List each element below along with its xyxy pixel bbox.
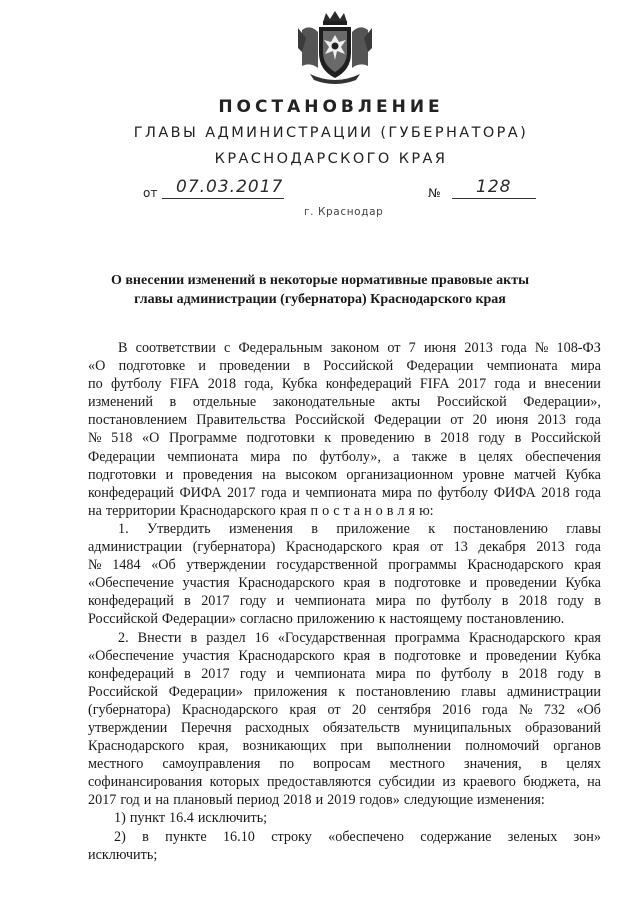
body-line: 2. Внести в раздел 16 «Государственная программа Краснодарского края <box>118 629 601 646</box>
date-value: 07.03.2017 <box>176 177 284 197</box>
subject-line-1: О внесении изменений в некоторые нормативные правовые акты <box>110 273 530 288</box>
issuer-line-1: ГЛАВЫ АДМИНИСТРАЦИИ (ГУБЕРНАТОРА) <box>133 125 529 141</box>
body-line: Краснодарского края, возникающих при выполнении полномочий органов <box>88 738 601 755</box>
issuer-line-2: КРАСНОДАРСКОГО КРАЯ <box>214 151 448 167</box>
body-line: администрации (губернатора) Краснодарского края от 13 декабря 2013 года <box>88 539 601 556</box>
body-line: № 518 «О Программе подготовки к проведению в 2018 году в Российской <box>88 430 601 447</box>
body-line: по футболу FIFA 2018 года, Кубка конфедераций FIFA 2017 года и внесении <box>88 376 601 393</box>
document-header <box>0 96 640 170</box>
body-line: конфедераций ФИФА 2017 года и чемпионата мира по футболу ФИФА 2018 года <box>88 484 601 501</box>
body-line: 2017 год и на плановый период 2018 и 2019 годов» следующие изменения: <box>88 792 545 809</box>
body-line: № 1484 «Об утверждении государственной программы Краснодарского края <box>88 557 601 574</box>
body-line: 1) пункт 16.4 исключить; <box>114 810 268 827</box>
number-underline <box>452 198 536 199</box>
body-line: «О подготовке и проведении в Российской Федерации чемпионата мира <box>88 358 601 375</box>
city-label: г. Краснодар <box>304 206 384 218</box>
subject-line-2: главы администрации (губернатора) Краснодарского края <box>134 292 506 307</box>
body-line: (губернатора) Краснодарского края от 20 сентября 2016 года № 732 «Об <box>88 701 601 718</box>
body-line: постановлением Правительства Российской Федерации от 20 июня 2013 года <box>88 412 601 429</box>
body-line: конфедераций в 2017 году и чемпионата мира по футболу в 2018 году в <box>88 665 601 682</box>
body-line: на территории Краснодарского края п о с т а н о в л я ю: <box>88 502 434 519</box>
body-line: изменений в отдельные законодательные акты Российской Федерации», <box>88 394 601 411</box>
body-line: В соответствии с Федеральным законом от 7 июня 2013 года № 108-ФЗ <box>118 340 601 356</box>
body-line: Федерации чемпионата мира по футболу», а также в целях обеспечения <box>88 448 601 465</box>
body-line: исключить; <box>88 846 158 863</box>
number-label: № <box>428 186 441 200</box>
document-type-title: ПОСТАНОВЛЕНИЕ <box>218 97 444 117</box>
body-line: Российской Федерации» согласно приложению к настоящему постановлению. <box>88 611 565 628</box>
body-line: местного самоуправления по вопросам местного значения, в целях <box>88 756 601 773</box>
date-label: от <box>143 186 158 200</box>
body-line: 2) в пункте 16.10 строку «обеспечено содержание зеленых зон» <box>114 828 601 845</box>
body-line: конфедераций в 2017 году и чемпионата мира по футболу в 2018 году в <box>88 593 601 610</box>
document-body <box>88 339 601 864</box>
coat-of-arms-emblem <box>296 8 374 86</box>
body-line: утверждении Перечня расходных обязательств муниципальных образований <box>88 719 601 736</box>
date-underline <box>162 198 284 199</box>
body-line: Российской Федерации» приложения к постановлению главы администрации <box>88 683 601 700</box>
body-line: «Обеспечение участия Краснодарского края в подготовке и проведении Кубка <box>88 647 601 664</box>
body-line: 1. Утвердить изменения в приложение к постановлению главы <box>118 520 601 537</box>
body-line: софинансирования которых предоставляются субсидии из краевого бюджета, на <box>88 774 601 791</box>
body-line: «Обеспечение участия Краснодарского края в подготовке и проведении Кубка <box>88 575 601 592</box>
document-subject <box>100 271 540 309</box>
body-line: подготовки и проведения на высоком организационном уровне матчей Кубка <box>88 466 601 483</box>
number-value: 128 <box>476 177 512 197</box>
document-meta <box>0 177 640 207</box>
